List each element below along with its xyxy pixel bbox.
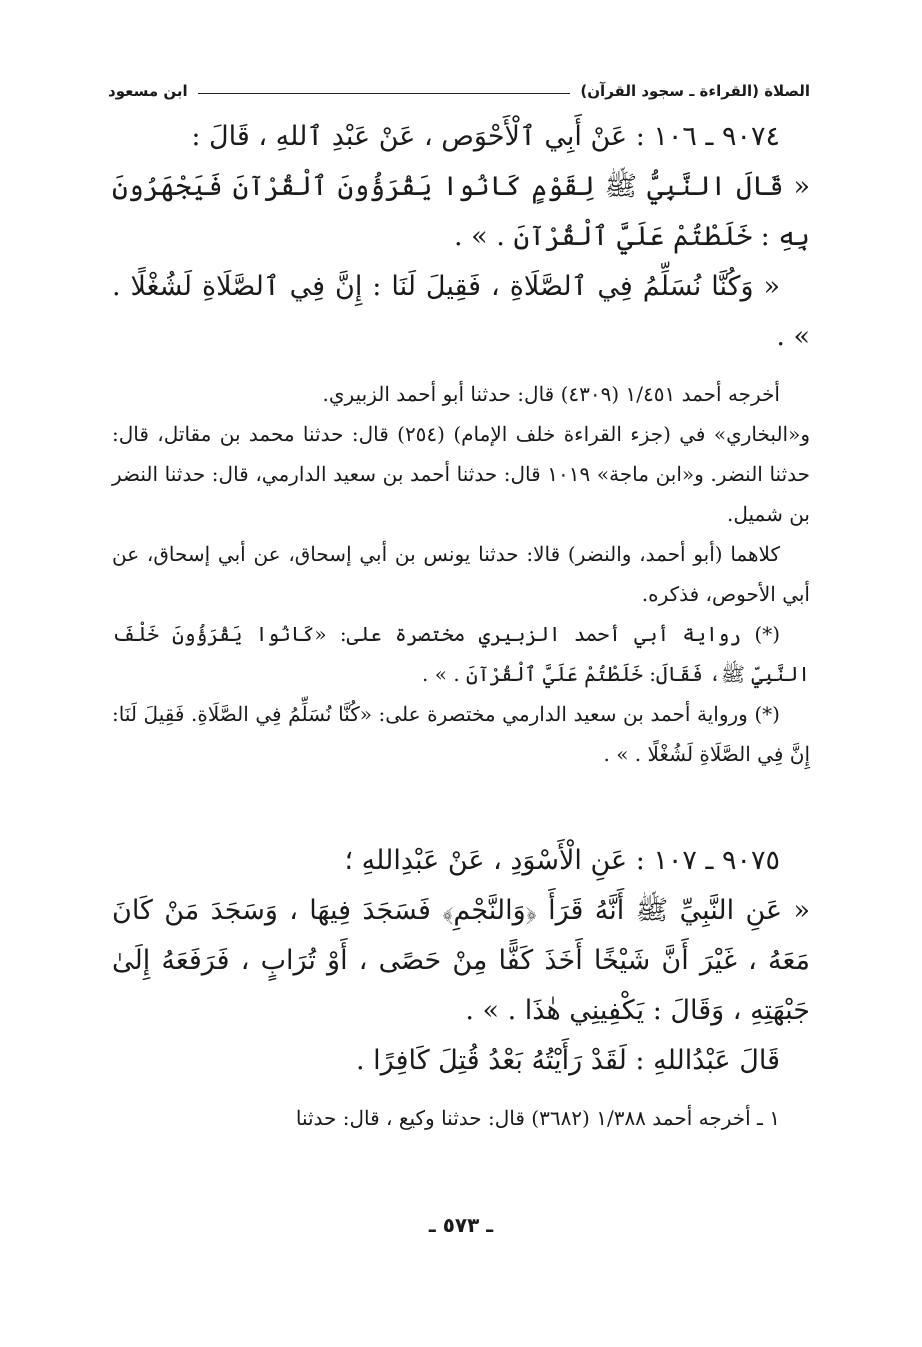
hadith-9075-takhrij-1: ١ ـ أخرجه أحمد ١/٣٨٨ (٣٦٨٢) قال: حدثنا وكيع ، قال: حدثنا <box>295 1106 780 1130</box>
hadith-9074-text-2: « وَكُنَّا نُسَلِّمُ فِي ٱلصَّلَاةِ ، فَقِيلَ لَنَا : إِنَّ فِي ٱلصَّلَاةِ لَشُغْلًا . » . <box>112 271 810 352</box>
hadith-9075-text-2: قَالَ عَبْدُاللهِ : لَقَدْ رَأَيْتُهُ بَعْدُ قُتِلَ كَافِرًا . <box>356 1045 780 1076</box>
hadith-9074-takhrij-3: كلاهما (أبو أحمد، والنضر) قالا: حدثنا يونس بن أبي إسحاق، عن أبي إسحاق، عن أبي الأحوص، فذكره. <box>112 542 810 606</box>
page-number: ـ ٥٧٣ ـ <box>428 1213 494 1237</box>
hadith-9074-takhrij-1: أخرجه أحمد ١/٤٥١ (٤٣٠٩) قال: حدثنا أبو أحمد الزبيري. <box>322 382 780 406</box>
hadith-9074-text-1: « قَالَ النَّبِيُّ ﷺ لِقَوْمٍ كَانُوا يَقْرَؤُونَ ٱلْقُرْآنَ فَيَجْهَرُونَ بِهِ : خَلَطْتُمْ عَلَيَّ ٱلْقُرْآنَ . » . <box>112 171 810 252</box>
hadith-9075-heading: ٩٠٧٥ ـ ١٠٧ : عَنِ الْأَسْوَدِ ، عَنْ عَبْدِاللهِ ؛ <box>344 845 780 876</box>
header-rule <box>198 93 571 94</box>
header-chapter-title: الصلاة (القراءة ـ سجود القرآن) <box>580 82 810 100</box>
hadith-9074-note-2: (*) ورواية أحمد بن سعيد الدارمي مختصرة على: «كُنَّا نُسَلِّمُ فِي الصَّلَاةِ. فَقِيلَ لَنَا: إِنَّ فِي الصَّلَاةِ لَشُغْلًا . » . <box>112 702 810 766</box>
running-header <box>108 74 810 100</box>
header-narrator: ابن مسعود <box>108 82 188 100</box>
hadith-9075-text-1: « عَنِ النَّبِيِّ ﷺ أَنَّهُ قَرَأَ ﴿وَالنَّجْمِ﴾ فَسَجَدَ فِيهَا ، وَسَجَدَ مَنْ كَانَ مَعَهُ ، غَيْرَ أَنَّ شَيْخًا أَخَذَ كَفًّا مِنْ حَصًى ، أَوْ تُرَابٍ ، فَرَفَعَهُ إِلَىٰ جَبْهَتِهِ ، وَقَالَ : يَكْفِينِي هٰذَا . » . <box>112 895 810 1026</box>
page-body <box>112 112 810 1138</box>
hadith-9074-takhrij-2: و«البخاري» في (جزء القراءة خلف الإمام) (٢٥٤) قال: حدثنا محمد بن مقاتل، قال: حدثنا النضر. و«ابن ماجة» ١٠١٩ قال: حدثنا أحمد بن سعيد الدارمي، قال: حدثنا النضر بن شميل. <box>112 422 810 526</box>
hadith-9074-note-1: (*) رواية أبي أحمد الزبيري مختصرة على: «كَانُوا يَقْرَؤُونَ خَلْفَ النَّبِيِّ ﷺ، فَقَالَ: خَلَطْتُمْ عَلَيَّ ٱلْقُرْآنَ . » . <box>112 622 810 686</box>
hadith-9074-heading: ٩٠٧٤ ـ ١٠٦ : عَنْ أَبِي ٱلْأَحْوَص ، عَنْ عَبْدِ ٱللهِ ، قَالَ : <box>191 121 780 152</box>
